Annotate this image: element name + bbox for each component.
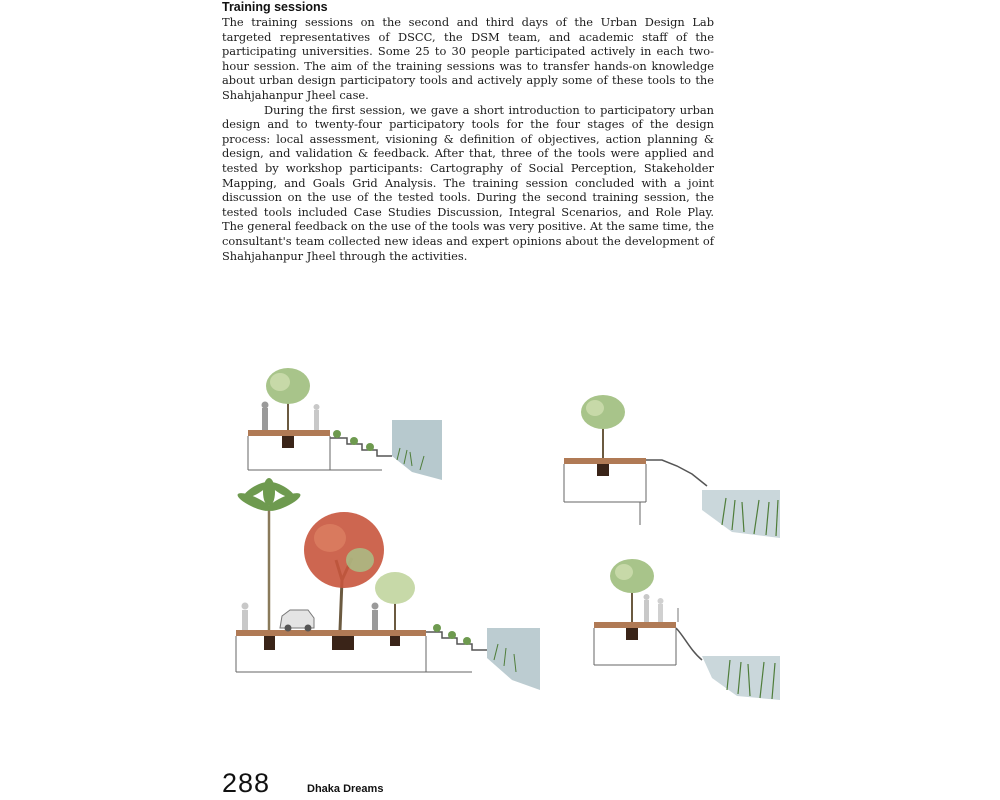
section-drawing-2: [564, 395, 780, 538]
section-drawing-3: [236, 478, 540, 690]
section-heading: Training sessions: [222, 0, 328, 14]
paragraph: During the first session, we gave a short introduction to participatory urban design and to twenty-four participatory tools for the four stages of the design process: local assessment, visioning & definition of objectives, action planning & design, and validation & feedback. After that, three of the tools were applied and tested by workshop participants: Cartography of Social Perception, Stakeholder Mapping, and Goals Grid Analysis. The training session concluded with a joint discussion on the use of the tested tools. During the second training session, the tested tools included Case Studies Discussion, Integral Scenarios, and Role Play. The general feedback on the use of the tools was very positive. At the same time, the consultant's team collected new ideas and expert opinions about the development of Shahjahanpur Jheel through the activities.: [222, 102, 714, 263]
body-text: [222, 15, 714, 263]
page-number: 288: [222, 768, 271, 798]
paragraph: The training sessions on the second and third days of the Urban Design Lab targeted representatives of DSCC, the DSM team, and academic staff of the participating universities. Some 25 to 30 people participated actively in each two-hour session. The aim of the training sessions was to transfer hands-on knowledge about urban design participatory tools and actively apply some of these tools to the Shahjahanpur Jheel case.: [222, 15, 714, 102]
section-drawings: [232, 360, 782, 710]
running-title: Dhaka Dreams: [307, 783, 384, 795]
section-drawing-1: [248, 368, 442, 480]
section-drawing-4: [594, 559, 780, 700]
